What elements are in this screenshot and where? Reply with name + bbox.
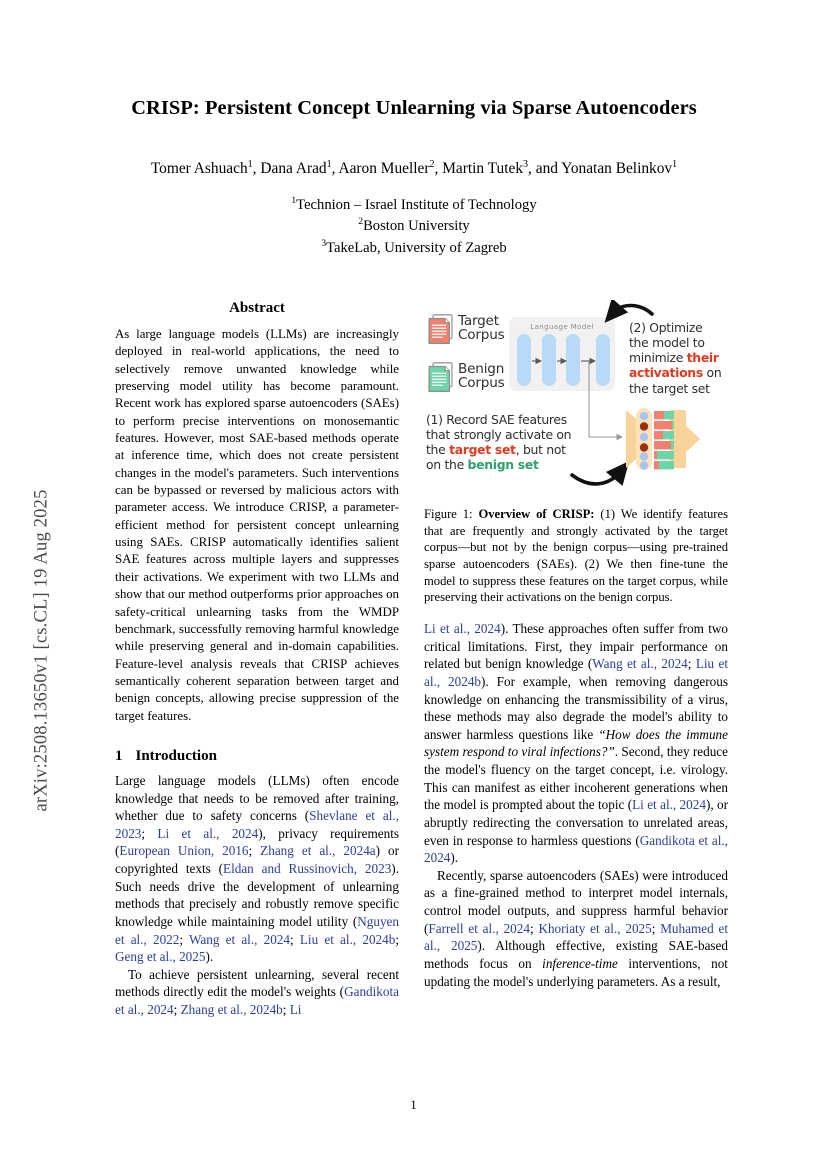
text-run: ). xyxy=(205,949,214,965)
title-block xyxy=(96,96,732,258)
column-right xyxy=(424,300,728,990)
step1-highlight-benign-set: benign set xyxy=(467,457,539,473)
figure-caption-prefix: Figure 1: xyxy=(424,507,479,521)
arxiv-stamp: arXiv:2508.13650v1 [cs.CL] 19 Aug 2025 xyxy=(31,489,52,812)
text-run: ; xyxy=(529,920,539,936)
citation-link[interactable]: Li et al., 2024 xyxy=(157,825,259,841)
author-affil-marker: 1 xyxy=(247,158,253,170)
citation-link[interactable]: Li et al., 2024 xyxy=(424,621,501,637)
citation-link[interactable]: Gandikota et al., 2024 xyxy=(424,832,728,866)
text-run: ). Such needs drive the development of unlearning methods that precisely and robustly remove specific knowledge while maintaining model utility ( xyxy=(115,861,399,929)
text-run: ) or copyrighted texts ( xyxy=(115,843,399,877)
section-title: Introduction xyxy=(135,747,217,764)
text-run: ). Although effective, existing SAE-based methods focus on xyxy=(424,938,728,971)
language-model-label: Language Model xyxy=(530,322,594,331)
step2-line5: the target set xyxy=(629,380,710,396)
abstract-text: As large language models (LLMs) are increasingly deployed in real-world applications, the need to selectively remove unwanted knowledge while preserving model utility has become paramount. Recent work has explored sparse autoencoders (SAEs) to perform precise interventions on monosemantic features. However, most SAE-based methods operate at inference time, which does not create persistent changes in the model's parameters. Such interventions can be bypassed or reversed by malicious actors with parameter access. We introduce CRISP, a parameter-efficient method for persistent concept unlearning using SAEs. CRISP automatically identifies salient SAE features across multiple layers and suppresses their activations. We experiment with two LLMs and show that our method outperforms prior approaches on safety-critical unlearning tasks from the WMDP benchmark, successfully removing harmful knowledge while preserving general and in-domain capabilities. Feature-level analysis reveals that CRISP achieves semantically coherent separation between target and benign concepts, allowing precise suppression of the target features. xyxy=(115,327,399,723)
citation-link[interactable]: Shevlane et al., 2023 xyxy=(115,808,400,841)
section-heading-introduction xyxy=(115,748,399,765)
step1-line4 xyxy=(426,457,606,472)
step2-line2: the model to xyxy=(629,335,705,351)
text-run: ), privacy requirements ( xyxy=(115,825,399,859)
citation-link[interactable]: Liu et al., 2024b xyxy=(424,656,728,689)
citation-link[interactable]: Wang et al., 2024 xyxy=(592,656,688,672)
page-title: CRISP: Persistent Concept Unlearning via Sparse Autoencoders xyxy=(131,97,697,119)
intro-paragraph-3 xyxy=(424,867,728,990)
affiliation-marker: 1 xyxy=(291,194,297,206)
step2-line4 xyxy=(629,365,729,380)
author-list: Tomer Ashuach$^1$, Dana Arad$^1$, Aaron Mueller$^2$, Martin Tutek$^3$, and Yonatan Belinkov$^1$ xyxy=(150,158,678,177)
text-run: ; xyxy=(282,1002,290,1018)
figure-caption xyxy=(424,506,728,606)
text-run: . Second, they reduce the model's fluency on the target concept, i.e. virology. This can manifest as either incoherent generations when the model is prompted about the topic ( xyxy=(424,744,729,813)
section-number: 1 xyxy=(115,747,123,764)
affiliation-marker: 2 xyxy=(358,216,364,228)
intro-paragraph-2-right xyxy=(424,620,728,867)
step1-line3 xyxy=(426,442,606,457)
text-run: ; xyxy=(248,843,261,859)
text-run: ; xyxy=(141,825,158,841)
intro-paragraph-2-left xyxy=(115,966,399,1019)
author-name: Martin Tutek xyxy=(442,159,524,177)
benign-corpus-line2: Corpus xyxy=(458,375,505,392)
author-affil-marker: 3 xyxy=(523,158,529,170)
step2-highlight-activations: activations xyxy=(629,365,703,381)
affiliation-marker: 3 xyxy=(321,237,327,249)
text-run: ). These approaches often suffer from two critical limitations. First, they impair performance on related but benign knowledge ( xyxy=(424,621,728,672)
benign-corpus-line1: Benign xyxy=(458,361,505,377)
step2-line1: (2) Optimize xyxy=(629,320,703,335)
author-affil-marker: 2 xyxy=(429,158,435,170)
text-run: on the xyxy=(426,457,468,473)
text-run: minimize xyxy=(629,350,687,366)
text-run: on xyxy=(702,365,722,381)
citation-link[interactable]: Li xyxy=(289,1002,302,1018)
figure-step-1-text xyxy=(426,412,606,473)
figure-overview-of-crisp xyxy=(424,300,728,496)
step2-line3 xyxy=(629,350,729,365)
affiliation-item xyxy=(96,237,732,259)
citation-link[interactable]: Liu et al., 2024b xyxy=(299,931,396,947)
figure-step-2-text xyxy=(629,320,729,396)
author-name: Yonatan Belinkov xyxy=(561,159,673,177)
text-run: interventions, not updating the model's underlying parameters. As a result, xyxy=(424,955,728,989)
citation-link[interactable]: Gandikota et al., 2024 xyxy=(115,984,399,1018)
target-corpus-line1: Target xyxy=(458,313,499,329)
sae-diagram-icon xyxy=(624,404,702,474)
text-run: To achieve persistent unlearning, several recent methods directly edit the model's weights ( xyxy=(115,966,399,1000)
page-number: 1 xyxy=(410,1098,417,1112)
citation-link[interactable]: Zhang et al., 2024a xyxy=(260,843,376,859)
step2-highlight-their: their xyxy=(686,350,719,366)
text-run: ; xyxy=(395,931,399,947)
citation-link[interactable]: Muhamed et al., 2025 xyxy=(424,920,728,954)
step1-highlight-target-set: target set xyxy=(449,442,516,458)
citation-link[interactable]: Khoriaty et al., 2025 xyxy=(538,920,652,936)
text-run: ; xyxy=(651,920,661,936)
text-run: ; xyxy=(179,931,189,947)
citation-link[interactable]: Zhang et al., 2024b xyxy=(180,1002,283,1018)
citation-link[interactable]: Eldan and Russinovich, 2023 xyxy=(223,861,392,877)
affiliation-item xyxy=(96,215,732,237)
affiliation-text: TakeLab, University of Zagreb xyxy=(326,239,507,256)
intro-paragraph-1 xyxy=(115,772,399,966)
step1-line2: that strongly activate on xyxy=(426,427,572,443)
emphasis-inference-time: inference-time xyxy=(542,955,618,971)
author-affil-marker: 1 xyxy=(672,158,678,170)
citation-link[interactable]: Farrell et al., 2024 xyxy=(428,920,530,936)
author-name: Tomer Ashuach xyxy=(150,159,248,177)
affiliation-text: Technion – Israel Institute of Technology xyxy=(296,196,537,213)
figure-caption-bold: Overview of CRISP: xyxy=(478,507,595,521)
text-run: , but not xyxy=(515,442,566,458)
citation-link[interactable]: Wang et al., 2024 xyxy=(189,931,290,947)
target-corpus-line2: Corpus xyxy=(458,327,505,344)
author-name: Aaron Mueller xyxy=(338,159,430,177)
affiliation-list xyxy=(96,194,732,259)
affiliation-text: Boston University xyxy=(363,218,470,235)
citation-link[interactable]: Nguyen et al., 2022 xyxy=(115,913,399,947)
text-run: the xyxy=(426,442,450,458)
citation-link[interactable]: Geng et al., 2025 xyxy=(115,949,206,965)
text-run: Large language models (LLMs) often encode knowledge that needs to be removed after training, whether due to safety concerns ( xyxy=(115,772,399,824)
text-run: Recently, sparse autoencoders (SAEs) were introduced as a fine-grained method to interpret model internals, control model outputs, and suppress harmful behavior ( xyxy=(424,867,728,936)
text-run: ), or abruptly redirecting the conversation to unrelated areas, even in response to harmless questions ( xyxy=(424,797,728,848)
quoted-question: “How does the immune system respond to viral infections?” xyxy=(424,726,728,760)
citation-link[interactable]: European Union, 2016 xyxy=(119,843,249,859)
column-left xyxy=(115,300,399,1019)
step1-line1: (1) Record SAE features xyxy=(426,412,567,427)
text-run: ; xyxy=(290,931,300,947)
figure-caption-rest: (1) We identify features that are frequently and strongly activated by the target corpus—but not by the benign corpus—using pre-trained sparse autoencoders (SAEs). (2) We then fine-tune the model to suppress these features on the target corpus, while preserving their activations on the benign corpus. xyxy=(424,507,728,605)
text-run: ). For example, when removing dangerous knowledge on enhancing the transmissibility of a virus, these methods may also degrade the model's ability to answer harmless questions like xyxy=(424,673,728,742)
citation-link[interactable]: Li et al., 2024 xyxy=(632,797,706,813)
text-run: ; xyxy=(687,656,696,672)
affiliation-item xyxy=(96,194,732,216)
author-name: Dana Arad xyxy=(260,159,327,177)
text-run: ; xyxy=(173,1002,181,1018)
author-affil-marker: 1 xyxy=(326,158,332,170)
abstract-heading: Abstract xyxy=(229,300,285,316)
text-run: ). xyxy=(450,850,459,866)
